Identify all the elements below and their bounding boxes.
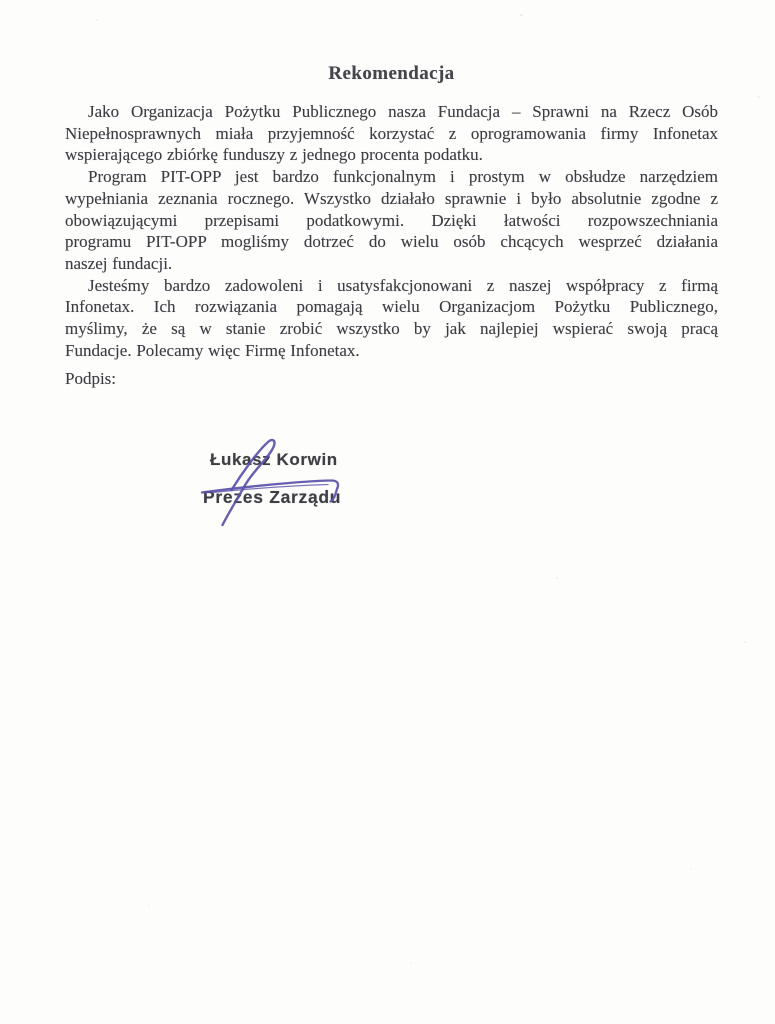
scan-speck [520,14,523,16]
signatory-block [203,450,341,508]
scan-speck [744,641,746,643]
scan-speck [757,96,760,98]
text-line: Infonetax. Ich rozwiązania pomagają wielu Organizacjom Pożytku Publicznego, [65,297,718,317]
scan-speck [556,577,558,579]
text-line: Program PIT-OPP jest bardzo funkcjonalnym i prostym w obsłudze narzędziem [88,167,718,187]
scan-speck [410,962,412,964]
text-line: wypełniania zeznania rocznego. Wszystko działało sprawnie i było absolutnie zgodne z [65,188,718,208]
paragraph-2 [65,166,718,275]
scan-speck [96,19,98,21]
text-line: programu PIT-OPP mogliśmy dotrzeć do wielu osób chcących wesprzeć działania [65,232,718,252]
signatory-name: Łukasz Korwin [210,450,338,469]
scan-speck [148,905,150,907]
paragraph-1 [65,101,718,166]
text-line: Jesteśmy bardzo zadowoleni i usatysfakcjonowani z naszej współpracy z firmą [88,275,718,295]
text-line: myślimy, że są w stanie zrobić wszystko by jak najlepiej wspierać swoją pracą [65,319,718,339]
text-line: Jako Organizacja Pożytku Publicznego nasza Fundacja – Sprawni na Rzecz Osób [88,102,718,121]
signatory-role: Prezes Zarządu [203,487,342,507]
text-line: Fundacje. Polecamy więc Firmę Infonetax. [65,340,360,360]
scan-speck [690,868,692,870]
signature-label: Podpis: [65,369,117,389]
text-line: Niepełnosprawnych miała przyjemność korzystać z oprogramowania firmy Infonetax [65,123,718,143]
document-title: Rekomendacja [328,63,455,84]
text-line: naszej fundacji. [65,253,173,273]
text-line: obowiązującymi przepisami podatkowymi. Dzięki łatwości rozpowszechniania [65,210,718,230]
paragraph-3 [65,275,718,362]
text-line: wspierającego zbiórkę funduszy z jednego procenta podatku. [65,145,483,165]
letter-body [65,63,718,390]
